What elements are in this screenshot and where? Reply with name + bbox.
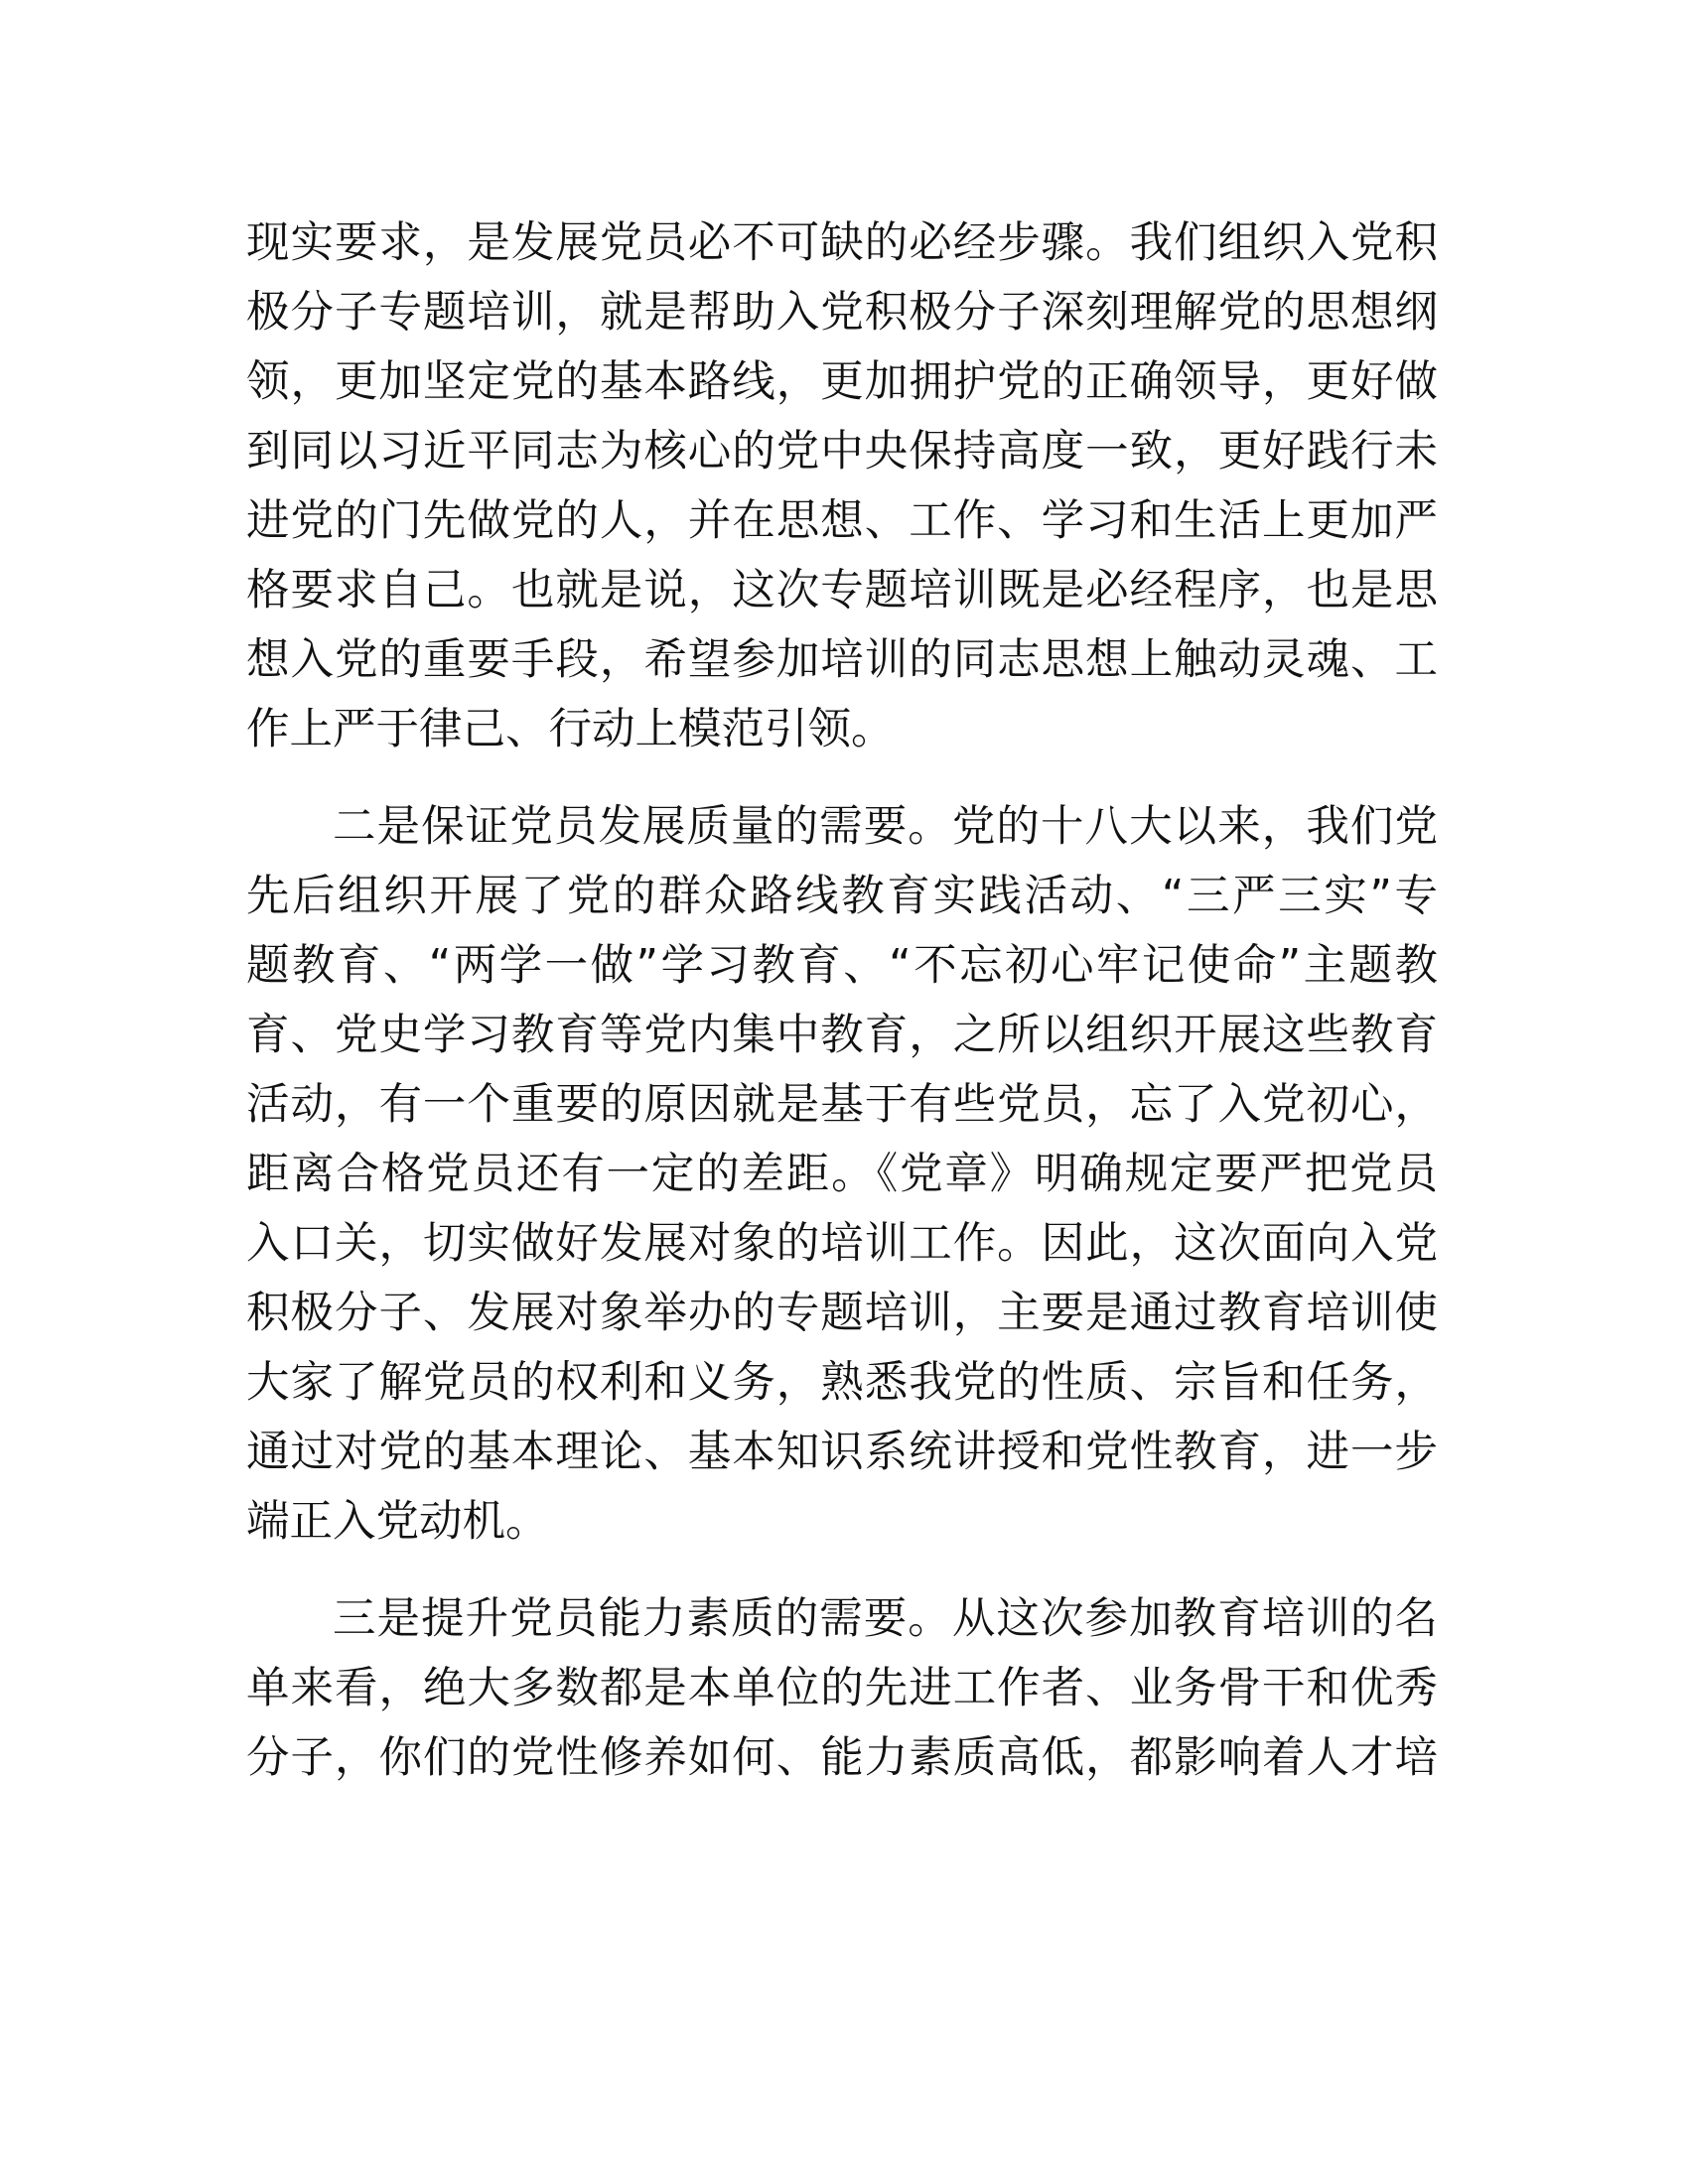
paragraph-2 [246,792,1438,1557]
paragraph-1 [246,208,1438,764]
text-line: 距离合格党员还有一定的差距。《党章》明确规定要严把党员 [246,1150,1438,1199]
text-line: 极分子专题培训，就是帮助入党积极分子深刻理解党的思想纲 [246,288,1438,338]
text-line: 现实要求，是发展党员必不可缺的必经步骤。我们组织入党积 [246,218,1438,268]
text-line: 育、党史学习教育等党内集中教育，之所以组织开展这些教育 [246,1011,1438,1060]
paragraph-3 [246,1584,1438,1793]
text-line: 题教育、“两学一做”学习教育、“不忘初心牢记使命”主题教 [246,941,1438,991]
paragraph-spacer [246,764,1438,792]
text-line: 分子，你们的党性修养如何、能力素质高低，都影响着人才培 [246,1733,1438,1783]
text-line: 端正入党动机。 [246,1497,549,1547]
text-line: 先后组织开展了党的群众路线教育实践活动、“三严三实”专 [246,872,1438,921]
paragraph-spacer [246,1557,1438,1584]
text-line: 入口关，切实做好发展对象的培训工作。因此，这次面向入党 [246,1219,1438,1269]
text-line: 积极分子、发展对象举办的专题培训，主要是通过教育培训使 [246,1289,1438,1338]
text-line: 到同以习近平同志为核心的党中央保持高度一致，更好践行未 [246,427,1438,477]
text-line: 想入党的重要手段，希望参加培训的同志思想上触动灵魂、工 [246,635,1438,685]
text-line: 单来看，绝大多数都是本单位的先进工作者、业务骨干和优秀 [246,1664,1438,1713]
text-line: 作上严于律己、行动上模范引领。 [246,705,895,754]
text-line: 通过对党的基本理论、基本知识系统讲授和党性教育，进一步 [246,1428,1438,1477]
text-line: 二是保证党员发展质量的需要。党的十八大以来，我们党 [333,802,1438,852]
text-line: 活动，有一个重要的原因就是基于有些党员，忘了入党初心， [246,1080,1438,1130]
text-line: 领，更加坚定党的基本路线，更加拥护党的正确领导，更好做 [246,357,1438,407]
text-line: 大家了解党员的权利和义务，熟悉我党的性质、宗旨和任务， [246,1358,1438,1408]
text-line: 三是提升党员能力素质的需要。从这次参加教育培训的名 [333,1594,1438,1644]
text-line: 格要求自己。也就是说，这次专题培训既是必经程序，也是思 [246,566,1438,615]
document-body [246,208,1438,1793]
text-line: 进党的门先做党的人，并在思想、工作、学习和生活上更加严 [246,496,1438,546]
